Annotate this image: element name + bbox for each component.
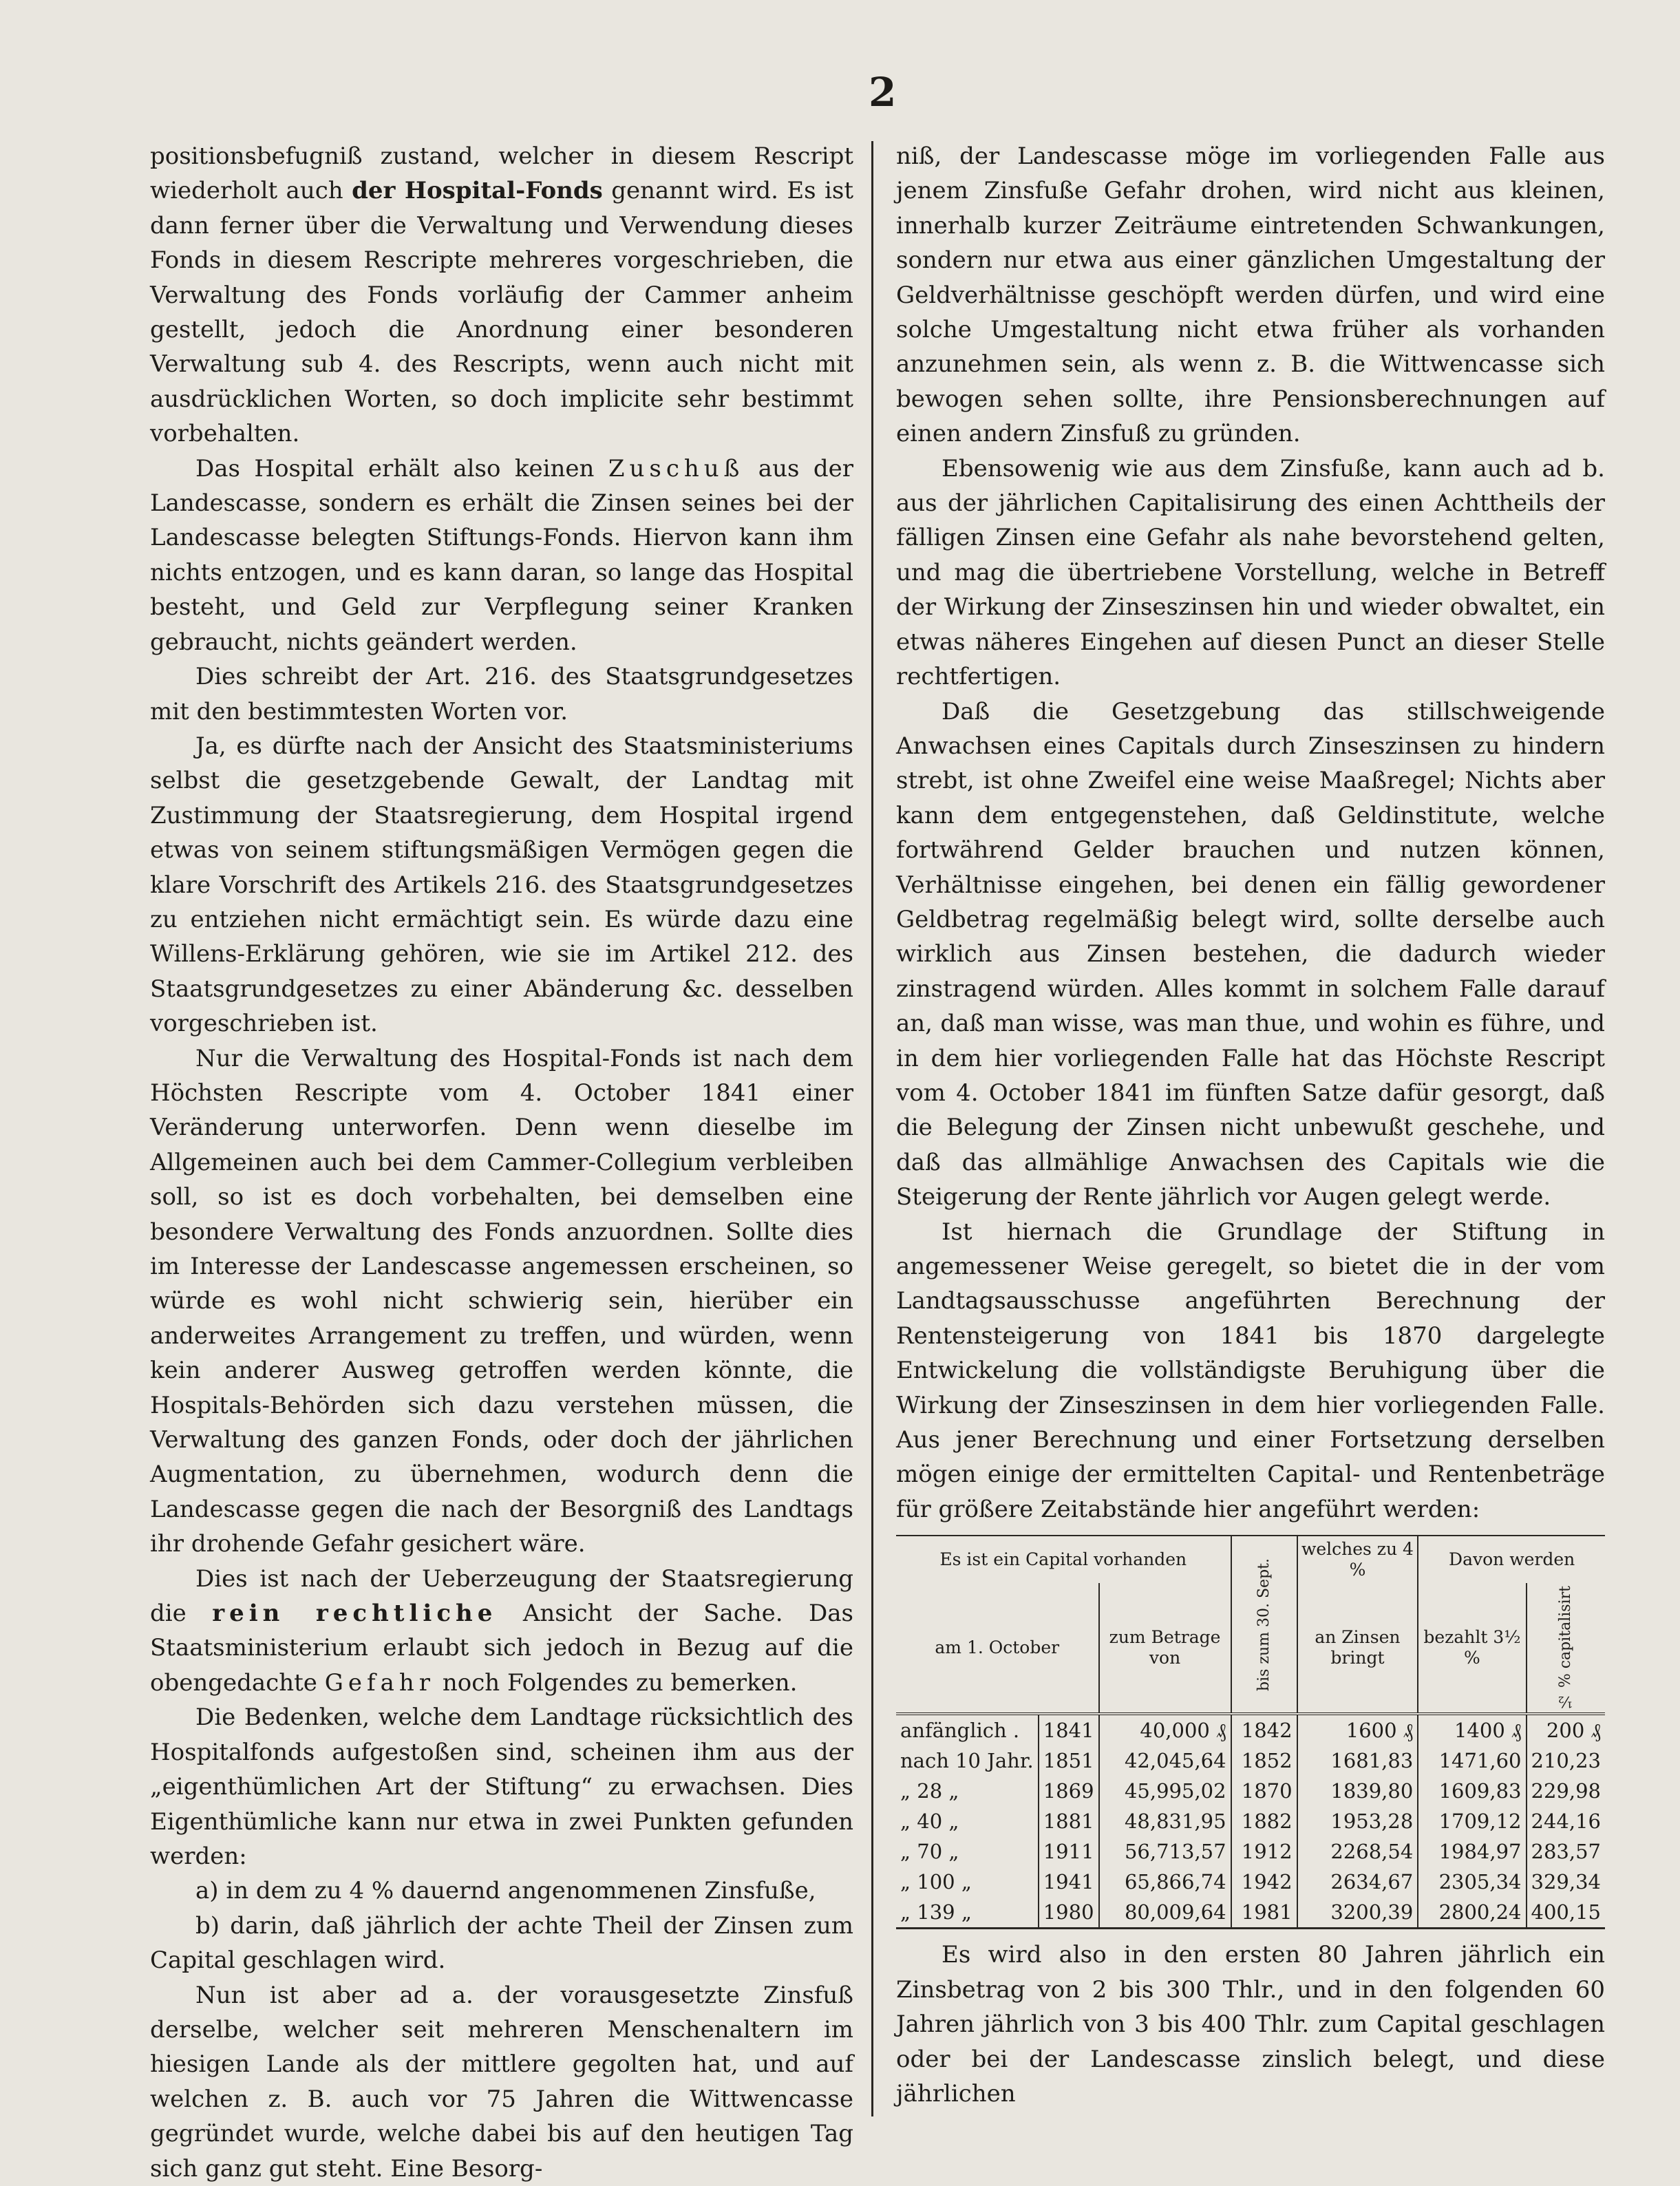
table-row [896, 1867, 1605, 1897]
cell-time: „ 139 „ [900, 1900, 972, 1924]
cell-year: 1980 [1039, 1897, 1099, 1929]
cell-year: 1941 [1039, 1867, 1099, 1897]
table-header-date: am 1. October [935, 1637, 1060, 1658]
cell-amount: 45,995,02 [1099, 1776, 1231, 1806]
paragraph: Ist hiernach die Grundlage der Stiftung in angemessener Weise geregelt, so bietet die in der vom Landtagsausschusse angeführten Berechnung der Rentensteigerung von 1841 bis 1870 dargelegte Entwickelung die vollständigste Beruhigung über die Wirkung der Zinseszinsen in dem hier vorliegenden Falle. Aus jener Berechnung und einer Fortsetzung derselben mögen einige der ermittelten Capital- und Rentenbeträge für größere Zeitabstände hier angeführt werden: [896, 1218, 1605, 1523]
cell-capitalized: 210,23 [1527, 1745, 1605, 1776]
cell-capitalized: 244,16 [1527, 1806, 1605, 1836]
cell-until: 1842 [1231, 1714, 1297, 1745]
paragraph: Dies schreibt der Art. 216. des Staatsgrundgesetzes mit den bestimmtesten Worten vor. [150, 663, 853, 725]
table-row [896, 1745, 1605, 1776]
cell-time: anfänglich . [900, 1719, 1020, 1743]
cell-interest: 1600 ₰ [1297, 1714, 1418, 1745]
cell-interest: 3200,39 [1297, 1897, 1418, 1929]
cell-capitalized: 200 ₰ [1527, 1714, 1605, 1745]
capital-table [896, 1535, 1605, 1929]
cell-interest: 1839,80 [1297, 1776, 1418, 1806]
cell-year: 1851 [1039, 1745, 1099, 1776]
table-header-amount: zum Betrage von [1099, 1583, 1231, 1714]
cell-paid: 1609,83 [1418, 1776, 1526, 1806]
table-header-davon: Davon werden [1418, 1536, 1605, 1583]
cell-amount: 48,831,95 [1099, 1806, 1231, 1836]
cell-paid: 1984,97 [1418, 1836, 1526, 1867]
cell-time: „ 28 „ [900, 1779, 959, 1803]
column-divider [871, 141, 873, 2116]
paragraph: Die Bedenken, welche dem Landtage rücksichtlich des Hospitalfonds aufgestoßen sind, scheinen ihm aus der „eigenthümlichen Art der Stiftung“ zu erwachsen. Dies Eigenthümliche kann nur etwa in zwei Punkten gefunden werden: [150, 1704, 853, 1870]
cell-time: „ 40 „ [900, 1810, 959, 1834]
table-row [896, 1806, 1605, 1836]
cell-interest: 2268,54 [1297, 1836, 1418, 1867]
paragraph: Das Hospital erhält also keinen Zuschuß aus der Landescasse, sondern es erhält die Zinsen seines bei der Landescasse belegten Stiftungs-Fonds. Hiervon kann ihm nichts entzogen, und es kann daran, so lange das Hospital besteht, und Geld zur Verpflegung seiner Kranken gebraucht, nichts geändert werden. [150, 454, 854, 656]
cell-capitalized: 400,15 [1527, 1897, 1605, 1929]
cell-paid: 2800,24 [1418, 1897, 1526, 1929]
paragraph: Nur die Verwaltung des Hospital-Fonds ist nach dem Höchsten Rescripte vom 4. October 1841 einer Veränderung unterworfen. Denn wenn dieselbe im Allgemeinen auch bei dem Cammer-Collegium verbleiben soll, so ist es doch vorbehalten, bei demselben eine besondere Verwaltung des Fonds anzuordnen. Sollte dies im Interesse der Landescasse angemessen erscheinen, so würde es wohl nicht schwierig sein, hierüber ein anderweites Arrangement zu treffen, und würden, wenn kein anderer Ausweg getroffen werden könnte, die Hospitals-Behörden sich dazu verstehen müssen, die Verwaltung des ganzen Fonds, oder doch der jährlichen Augmentation, zu übernehmen, wodurch denn die Landescasse gegen die nach der Besorgniß des Landtags ihr drohende Gefahr gesichert wäre. [150, 1044, 853, 1558]
cell-interest: 1681,83 [1297, 1745, 1418, 1776]
left-column [150, 139, 853, 2186]
cell-capitalized: 229,98 [1527, 1776, 1605, 1806]
emphasis-spaced: rein rechtliche [212, 1600, 498, 1628]
cell-year: 1869 [1039, 1776, 1099, 1806]
table-header-interest-rate: welches zu 4 % [1297, 1536, 1418, 1583]
cell-time: nach 10 Jahr. [900, 1749, 1034, 1773]
cell-amount: 65,866,74 [1099, 1867, 1231, 1897]
paragraph: Es wird also in den ersten 80 Jahren jährlich ein Zinsbetrag von 2 bis 300 Thlr., und in den folgenden 60 Jahren jährlich von 3 bis 400 Thlr. zum Capital geschlagen oder bei der Landescasse zinslich belegt, und diese jährlichen [896, 1941, 1605, 2108]
cell-paid: 2305,34 [1418, 1867, 1526, 1897]
paragraph: niß, der Landescasse möge im vorliegenden Falle aus jenem Zinsfuße Gefahr drohen, wird nicht aus kleinen, innerhalb kurzer Zeiträume eintretenden Schwankungen, sondern nur etwa aus einer gänzlichen Umgestaltung der Geldverhältnisse geschöpft werden dürfen, und wird eine solche Umgestaltung nicht etwa früher als vorhanden anzunehmen sein, als wenn z. B. die Wittwencasse sich bewogen sehen sollte, ihre Pensionsberechnungen auf einen andern Zinsfuß zu gründen. [896, 142, 1605, 448]
cell-capitalized: 329,34 [1527, 1867, 1605, 1897]
cell-amount: 80,009,64 [1099, 1897, 1231, 1929]
cell-year: 1911 [1039, 1836, 1099, 1867]
emphasis-bold: der Hospital-Fonds [352, 177, 603, 205]
cell-paid: 1400 ₰ [1418, 1714, 1526, 1745]
table-header-capitalized: ½ % capitalisirt [1527, 1583, 1605, 1714]
paragraph: Dies ist nach der Ueberzeugung der Staatsregierung die rein rechtliche Ansicht der Sache. Das Staatsministerium erlaubt sich jedoch in Bezug auf die obengedachte Gefahr noch Folgendes zu bemerken. [150, 1564, 854, 1697]
cell-until: 1852 [1231, 1745, 1297, 1776]
table-header-capital: Es ist ein Capital vorhanden [939, 1549, 1187, 1570]
table-row [896, 1836, 1605, 1867]
cell-capitalized: 283,57 [1527, 1836, 1605, 1867]
cell-time: „ 100 „ [900, 1870, 972, 1894]
paragraph: positionsbefugniß zustand, welcher in diesem Rescript wiederholt auch der Hospital-Fonds genannt wird. Es ist dann ferner über die Verwaltung und Verwendung dieses Fonds in diesem Rescripte mehreres vorgeschrieben, die Verwaltung des Fonds vorläufig der Cammer anheim gestellt, jedoch die Anordnung einer besonderen Verwaltung sub 4. des Rescripts, wenn auch nicht mit ausdrücklichen Worten, so doch implicite sehr bestimmt vorbehalten. [150, 142, 853, 448]
cell-paid: 1709,12 [1418, 1806, 1526, 1836]
cell-time: „ 70 „ [900, 1840, 959, 1864]
cell-interest: 1953,28 [1297, 1806, 1418, 1836]
cell-paid: 1471,60 [1418, 1745, 1526, 1776]
paragraph: Nun ist aber ad a. der vorausgesetzte Zinsfuß derselbe, welcher seit mehreren Menschenaltern im hiesigen Lande als der mittlere gegolten hat, und auf welchen z. B. auch vor 75 Jahren die Wittwencasse gegründet wurde, welche dabei bis auf den heutigen Tag sich ganz gut steht. Eine Besorg- [150, 1981, 853, 2183]
emphasis-spaced: Gefahr [324, 1668, 436, 1697]
cell-amount: 56,713,57 [1099, 1836, 1231, 1867]
paragraph: Daß die Gesetzgebung das stillschweigende Anwachsen eines Capitals durch Zinseszinsen zu hindern strebt, ist ohne Zweifel eine weise Maaßregel; Nichts aber kann dem entgegenstehen, daß Geldinstitute, welche fortwährend Gelder brauchen und nutzen können, Verhältnisse eingehen, bei denen ein fällig gewordener Geldbetrag regelmäßig belegt wird, sollte derselbe auch wirklich aus Zinsen bestehen, die dadurch wieder zinstragend würden. Alles kommt in solchem Falle darauf an, daß man wisse, was man thue, und wohin es führe, und in dem hier vorliegenden Falle hat das Höchste Rescript vom 4. October 1841 im fünften Satze dafür gesorgt, daß die Belegung der Zinsen nicht unbewußt geschehe, und daß das allmählige Anwachsen des Capitals wie die Steigerung der Rente jährlich vor Augen gelegt werde. [896, 697, 1605, 1211]
table-header-interest: an Zinsen bringt [1297, 1583, 1418, 1714]
cell-until: 1942 [1231, 1867, 1297, 1897]
table-header-paid: bezahlt 3½ % [1418, 1583, 1526, 1714]
table-row [896, 1776, 1605, 1806]
table-body [896, 1714, 1605, 1929]
emphasis-spaced: Zuschuß [608, 454, 745, 482]
cell-year: 1881 [1039, 1806, 1099, 1836]
list-item-b: b) darin, daß jährlich der achte Theil der Zinsen zum Capital geschlagen wird. [150, 1911, 853, 1975]
table-header-until: bis zum 30. Sept. [1231, 1536, 1297, 1714]
page-number: 2 [869, 69, 897, 116]
cell-amount: 40,000 ₰ [1099, 1714, 1231, 1745]
cell-amount: 42,045,64 [1099, 1745, 1231, 1776]
cell-until: 1912 [1231, 1836, 1297, 1867]
paragraph: Ja, es dürfte nach der Ansicht des Staatsministeriums selbst die gesetzgebende Gewalt, der Landtag mit Zustimmung der Staatsregierung, dem Hospital irgend etwas von seinem stiftungsmäßigen Vermögen gegen die klare Vorschrift des Artikels 216. des Staatsgrundgesetzes zu entziehen nicht ermächtigt sein. Es würde dazu eine Willens-Erklärung gehören, wie sie im Artikel 212. des Staatsgrundgesetzes zu einer Abänderung &c. desselben vorgeschrieben ist. [150, 732, 853, 1038]
cell-interest: 2634,67 [1297, 1867, 1418, 1897]
table-row [896, 1897, 1605, 1929]
cell-until: 1870 [1231, 1776, 1297, 1806]
table-row [896, 1714, 1605, 1745]
cell-until: 1981 [1231, 1897, 1297, 1929]
list-item-a: a) in dem zu 4 % dauernd angenommenen Zinsfuße, [195, 1877, 816, 1905]
cell-until: 1882 [1231, 1806, 1297, 1836]
cell-year: 1841 [1039, 1714, 1099, 1745]
paragraph: Ebensowenig wie aus dem Zinsfuße, kann auch ad b. aus der jährlichen Capitalisirung des einen Achttheils der fälligen Zinsen eine Gefahr als nahe bevorstehend gelten, und mag die übertriebene Vorstellung, welche in Betreff der Wirkung der Zinseszinsen hin und wieder obwaltet, ein etwas näheres Eingehen auf diesen Punct an dieser Stelle rechtfertigen. [896, 454, 1605, 691]
right-column [896, 139, 1605, 2111]
